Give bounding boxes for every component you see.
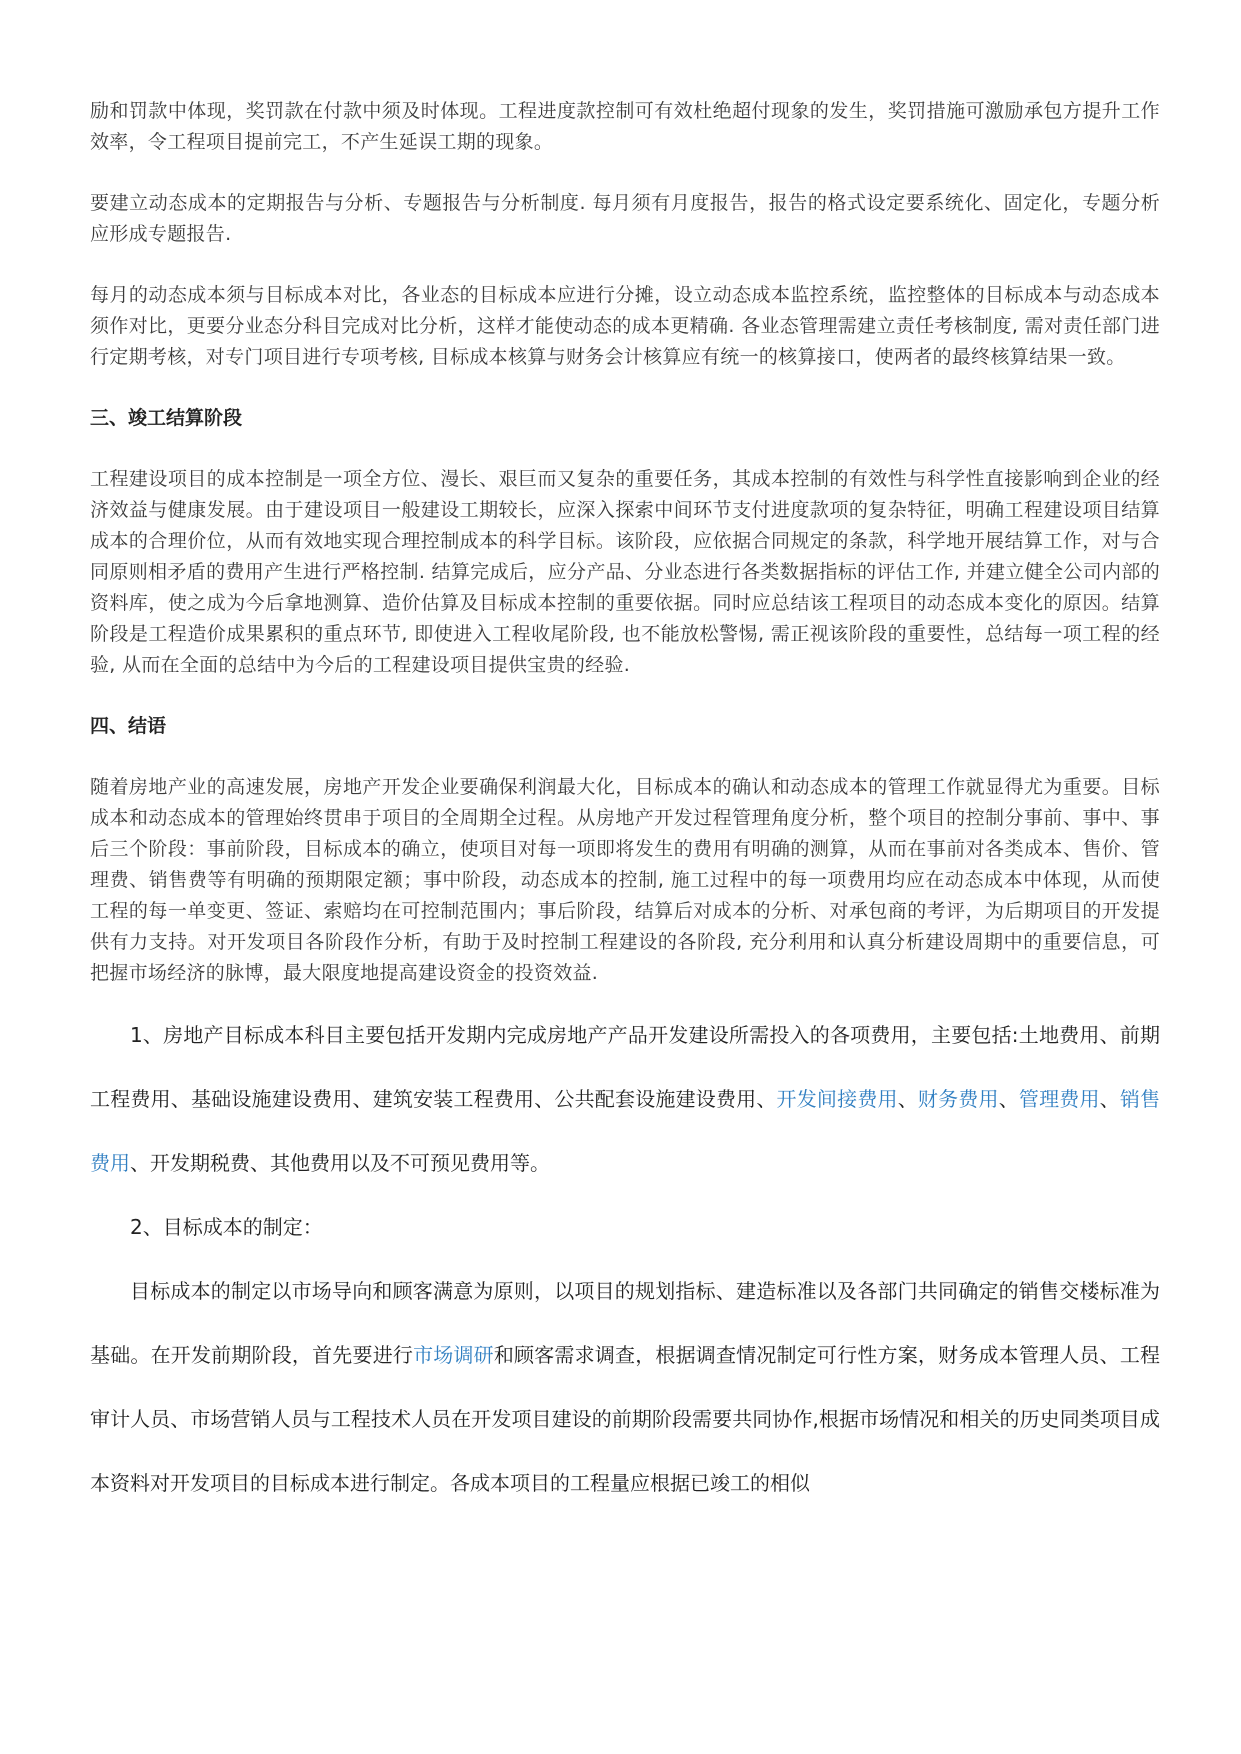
paragraph-target-cost-items xyxy=(90,1003,1160,1195)
item1-text-pre: 1、房地产目标成本科目主要包括开发期内完成房地产产品开发建设所需投入的各项费用，主要包括:土地费用、前期工程费用、基础设施建设费用、建筑安装工程费用、公共配套设施建设费用、 xyxy=(90,1023,1160,1111)
paragraph-dynamic-vs-target: 每月的动态成本须与目标成本对比，各业态的目标成本应进行分摊，设立动态成本监控系统，监控整体的目标成本与动态成本须作对比，更要分业态分科目完成对比分析，这样才能使动态的成本更精确. 各业态管理需建立责任考核制度, 需对责任部门进行定期考核，对专门项目进行专项考核, 目标成本核算与财务会计核算应有统一的核算接口，使两者的最终核算结果一致。 xyxy=(90,284,1160,368)
link-financial-cost[interactable]: 财务费用 xyxy=(917,1087,999,1111)
link-development-indirect-cost[interactable]: 开发间接费用 xyxy=(776,1087,898,1111)
item1-text-post: 、开发期税费、其他费用以及不可预见费用等。 xyxy=(130,1151,550,1175)
paragraph-progress-payment: 励和罚款中体现，奖罚款在付款中须及时体现。工程进度款控制可有效杜绝超付现象的发生，奖罚措施可激励承包方提升工作效率，令工程项目提前完工，不产生延误工期的现象。 xyxy=(90,100,1160,153)
paragraph-conclusion: 随着房地产业的高速发展，房地产开发企业要确保利润最大化，目标成本的确认和动态成本的管理工作就显得尤为重要。目标成本和动态成本的管理始终贯串于项目的全周期全过程。从房地产开发过程管理角度分析，整个项目的控制分事前、事中、事后三个阶段：事前阶段，目标成本的确立，使项目对每一项即将发生的费用有明确的测算，从而在事前对各类成本、售价、管理费、销售费等有明确的预期限定额；事中阶段，动态成本的控制, 施工过程中的每一项费用均应在动态成本中体现，从而使工程的每一单变更、签证、索赔均在可控制范围内；事后阶段，结算后对成本的分析、对承包商的考评，为后期项目的开发提供有力支持。对开发项目各阶段作分析，有助于及时控制工程建设的各阶段, 充分利用和认真分析建设周期中的重要信息，可把握市场经济的脉博，最大限度地提高建设资金的投资效益. xyxy=(90,776,1160,984)
item3-text-pre: 目标成本的制定以市场导向和顾客满意为原则，以项目的规划指标、建造标准以及各部门共同确定的销售交楼标准为基础。在开发前期阶段，首先要进行 xyxy=(90,1279,1160,1367)
document-page xyxy=(90,96,1160,1515)
section-heading-conclusion: 四、结语 xyxy=(90,715,167,737)
item1-separator: 、 xyxy=(1099,1087,1120,1111)
paragraph-target-cost-formulation xyxy=(90,1259,1160,1515)
link-market-research[interactable]: 市场调研 xyxy=(413,1343,494,1367)
item3-text-post: 和顾客需求调查，根据调查情况制定可行性方案，财务成本管理人员、工程审计人员、市场营销人员与工程技术人员在开发项目建设的前期阶段需要共同协作,根据市场情况和相关的历史同类项目成本资料对开发项目的目标成本进行制定。各成本项目的工程量应根据已竣工的相似 xyxy=(90,1343,1161,1495)
paragraph-settlement-stage: 工程建设项目的成本控制是一项全方位、漫长、艰巨而又复杂的重要任务，其成本控制的有效性与科学性直接影响到企业的经济效益与健康发展。由于建设项目一般建设工期较长，应深入探索中间环节支付进度款项的复杂特征，明确工程建设项目结算成本的合理价位，从而有效地实现合理控制成本的科学目标。该阶段，应依据合同规定的条款，科学地开展结算工作，对与合同原则相矛盾的费用产生进行严格控制. 结算完成后，应分产品、分业态进行各类数据指标的评估工作, 并建立健全公司内部的资料库，使之成为今后拿地测算、造价估算及目标成本控制的重要依据。同时应总结该工程项目的动态成本变化的原因。结算阶段是工程造价成果累积的重点环节, 即使进入工程收尾阶段, 也不能放松警惕, 需正视该阶段的重要性，总结每一项工程的经验, 从而在全面的总结中为今后的工程建设项目提供宝贵的经验. xyxy=(90,468,1160,676)
link-management-cost[interactable]: 管理费用 xyxy=(1018,1087,1100,1111)
link-sales-cost[interactable]: 销售费用 xyxy=(90,1087,1161,1175)
section-heading-completion-settlement: 三、竣工结算阶段 xyxy=(90,407,243,429)
paragraph-target-cost-formulation-title: 2、目标成本的制定： xyxy=(130,1215,323,1239)
item1-separator: 、 xyxy=(897,1087,918,1111)
paragraph-dynamic-cost-report: 要建立动态成本的定期报告与分析、专题报告与分析制度. 每月须有月度报告，报告的格式设定要系统化、固定化，专题分析应形成专题报告. xyxy=(90,192,1160,245)
item1-separator: 、 xyxy=(998,1087,1019,1111)
